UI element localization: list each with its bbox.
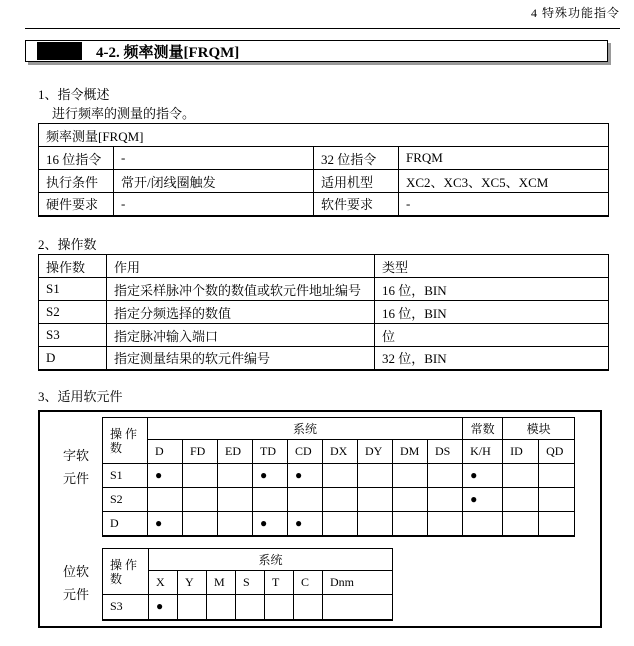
mark-cell (183, 488, 218, 512)
bit-device-table (102, 548, 393, 621)
column-header: 操作数 (39, 255, 107, 278)
mark-cell: ● (288, 512, 323, 536)
mark-cell (218, 512, 253, 536)
mark-cell (503, 512, 539, 536)
group-header-module: 模块 (503, 418, 575, 440)
operand-header-line2: 数 (110, 440, 123, 455)
word-device-table (102, 417, 575, 537)
operand-name: D (39, 347, 107, 370)
device-column-header: X (149, 571, 178, 595)
table-row (103, 595, 393, 620)
device-column-header: TD (253, 440, 288, 464)
mark-cell (218, 464, 253, 488)
operand-type: 位 (375, 324, 609, 347)
mark-cell (294, 595, 323, 620)
device-column-header: S (236, 571, 265, 595)
overview-value: 常开/闭线圈触发 (114, 170, 314, 193)
table-row (103, 512, 575, 536)
mark-cell: ● (463, 464, 503, 488)
mark-cell (393, 488, 428, 512)
table-row (39, 124, 609, 147)
column-header: 类型 (375, 255, 609, 278)
mark-cell (463, 512, 503, 536)
overview-key: 软件要求 (314, 193, 399, 216)
operand-name: D (103, 512, 148, 536)
bit-device-label-line2: 元件 (62, 587, 89, 602)
mark-cell (503, 464, 539, 488)
device-column-header: Dnm (323, 571, 393, 595)
device-column-header: DX (323, 440, 358, 464)
operand-name: S1 (39, 278, 107, 301)
bit-device-label-line1: 位软 (62, 564, 89, 579)
mark-cell (288, 488, 323, 512)
mark-cell (236, 595, 265, 620)
operand-header (103, 549, 149, 595)
mark-cell: ● (288, 464, 323, 488)
mark-cell (178, 595, 207, 620)
device-column-header: Y (178, 571, 207, 595)
overview-table (38, 123, 609, 217)
device-column-header: QD (539, 440, 575, 464)
device-column-header: DM (393, 440, 428, 464)
group-header-system: 系统 (149, 549, 393, 571)
mark-cell (428, 464, 463, 488)
overview-value: - (399, 193, 609, 216)
operand-name: S3 (39, 324, 107, 347)
title-black-block (37, 42, 82, 60)
mark-cell (539, 464, 575, 488)
mark-cell (183, 464, 218, 488)
mark-cell (393, 512, 428, 536)
chapter-header: 4 特殊功能指令 (530, 6, 620, 20)
mark-cell: ● (148, 464, 183, 488)
word-device-label (52, 444, 100, 490)
overview-key: 适用机型 (314, 170, 399, 193)
device-column-header: ED (218, 440, 253, 464)
operand-header (103, 418, 148, 464)
table-header-row (39, 255, 609, 278)
mark-cell (323, 464, 358, 488)
table-row (39, 278, 609, 301)
overview-key: 32 位指令 (314, 147, 399, 170)
section1-heading: 1、指令概述 (38, 87, 110, 102)
overview-table-title: 频率测量[FRQM] (39, 124, 609, 147)
mark-cell (183, 512, 218, 536)
device-column-header: DY (358, 440, 393, 464)
overview-value: - (114, 193, 314, 216)
column-header: 作用 (107, 255, 375, 278)
mark-cell (393, 464, 428, 488)
mark-cell (428, 512, 463, 536)
mark-cell (428, 488, 463, 512)
operand-function: 指定脉冲输入端口 (107, 324, 375, 347)
operand-function: 指定测量结果的软元件编号 (107, 347, 375, 370)
device-column-header: FD (183, 440, 218, 464)
device-column-header: K/H (463, 440, 503, 464)
mark-cell (539, 512, 575, 536)
overview-key: 执行条件 (39, 170, 114, 193)
mark-cell: ● (253, 464, 288, 488)
operand-name: S3 (103, 595, 149, 620)
table-row (39, 193, 609, 216)
mark-cell (253, 488, 288, 512)
mark-cell: ● (253, 512, 288, 536)
mark-cell (323, 595, 393, 620)
table-row (39, 170, 609, 193)
overview-value: FRQM (399, 147, 609, 170)
word-device-label-line1: 字软 (62, 448, 89, 463)
device-box (38, 410, 602, 628)
section2-heading: 2、操作数 (38, 237, 97, 252)
operand-table (38, 254, 609, 371)
operand-function: 指定分频选择的数值 (107, 301, 375, 324)
operand-name: S1 (103, 464, 148, 488)
section3-heading: 3、适用软元件 (38, 389, 123, 404)
mark-cell (358, 464, 393, 488)
overview-value: XC2、XC3、XC5、XCM (399, 170, 609, 193)
mark-cell (207, 595, 236, 620)
operand-function: 指定采样脉冲个数的数值或软元件地址编号 (107, 278, 375, 301)
mark-cell (358, 512, 393, 536)
page-title: 4-2. 频率测量[FRQM] (96, 44, 240, 61)
mark-cell (218, 488, 253, 512)
operand-name: S2 (39, 301, 107, 324)
bit-device-label (52, 560, 100, 606)
operand-type: 16 位，BIN (375, 278, 609, 301)
overview-value: - (114, 147, 314, 170)
mark-cell (358, 488, 393, 512)
device-column-header: CD (288, 440, 323, 464)
overview-key: 硬件要求 (39, 193, 114, 216)
mark-cell (323, 512, 358, 536)
table-row (39, 324, 609, 347)
mark-cell: ● (148, 512, 183, 536)
device-column-header: DS (428, 440, 463, 464)
overview-key: 16 位指令 (39, 147, 114, 170)
table-row (103, 464, 575, 488)
table-row (103, 488, 575, 512)
device-column-header: M (207, 571, 236, 595)
table-header-row (103, 440, 575, 464)
section-title-bar (25, 40, 608, 62)
device-column-header: ID (503, 440, 539, 464)
device-column-header: T (265, 571, 294, 595)
device-column-header: D (148, 440, 183, 464)
group-header-constant: 常数 (463, 418, 503, 440)
operand-header-line1: 操 作 (110, 426, 138, 441)
operand-type: 32 位，BIN (375, 347, 609, 370)
header-divider (25, 28, 620, 29)
table-row (39, 147, 609, 170)
mark-cell: ● (463, 488, 503, 512)
table-header-row (103, 549, 393, 571)
operand-type: 16 位，BIN (375, 301, 609, 324)
mark-cell (265, 595, 294, 620)
mark-cell (323, 488, 358, 512)
operand-header-line2: 数 (110, 571, 123, 586)
operand-header-line1: 操 作 (110, 557, 138, 572)
table-row (39, 301, 609, 324)
mark-cell (503, 488, 539, 512)
device-column-header: C (294, 571, 323, 595)
word-device-label-line2: 元件 (62, 471, 89, 486)
table-row (39, 347, 609, 370)
operand-name: S2 (103, 488, 148, 512)
mark-cell (148, 488, 183, 512)
section1-intro: 进行频率的测量的指令。 (52, 106, 196, 121)
mark-cell (539, 488, 575, 512)
mark-cell: ● (149, 595, 178, 620)
group-header-system: 系统 (148, 418, 463, 440)
table-header-row (103, 418, 575, 440)
